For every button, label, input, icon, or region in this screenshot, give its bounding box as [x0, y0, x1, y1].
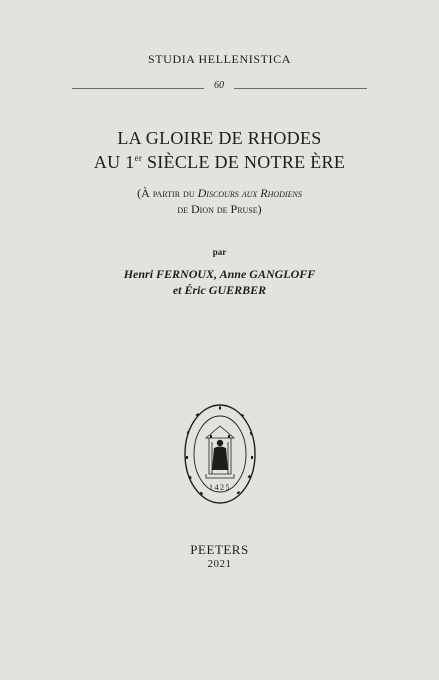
by-label: par	[212, 247, 227, 257]
subtitle-line2: de Dion de Pruse)	[177, 202, 262, 216]
series-title: STUDIA HELLENISTICA	[147, 52, 292, 66]
subtitle-line1	[0, 186, 439, 201]
publication-year: 2021	[207, 558, 232, 570]
subtitle-open: (À partir du	[137, 186, 198, 200]
authors-line2: et Éric GUERBER	[172, 283, 267, 297]
book-title-line1: LA GLOIRE DE RHODES	[117, 128, 322, 148]
volume-number: 60	[214, 80, 224, 91]
publisher-name: PEETERS	[190, 542, 249, 557]
series-rule	[0, 80, 439, 96]
title-line2-pre: AU 1	[93, 152, 135, 172]
title-line2-post: SIÈCLE DE NOTRE ÈRE	[142, 152, 346, 172]
university-seal-logo	[182, 402, 258, 506]
seal-year: 1425	[209, 483, 231, 492]
authors-line1: Henri FERNOUX, Anne GANGLOFF	[123, 267, 316, 281]
subtitle-italic-work: Discours aux Rhodiens	[197, 186, 302, 200]
rule-left	[72, 88, 204, 89]
title-superscript: er	[134, 153, 143, 163]
book-title-line2	[0, 152, 439, 173]
rule-right	[234, 88, 367, 89]
